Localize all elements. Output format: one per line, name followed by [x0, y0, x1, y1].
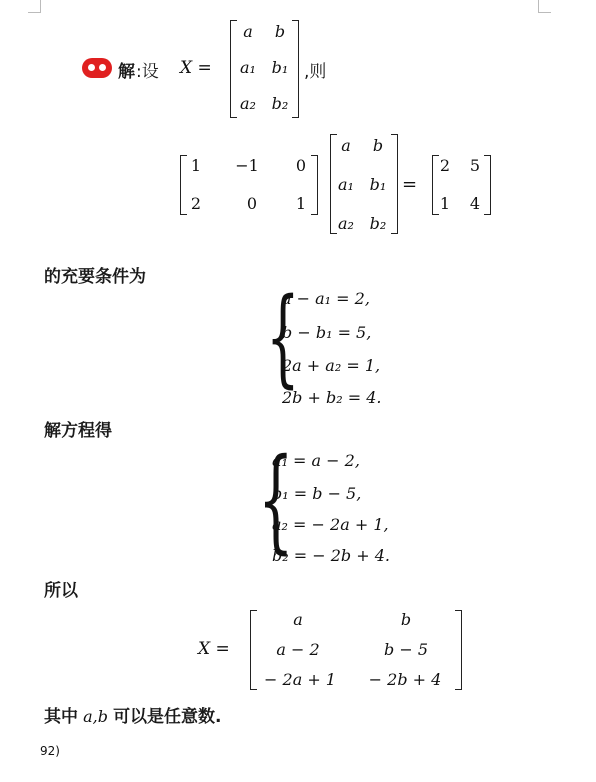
equation-row: b₁ = b − 5, [272, 484, 362, 503]
matrix-cell: a₂ [338, 214, 354, 233]
conclusion-prefix: 其中 [44, 707, 78, 727]
matrix-cell: b₁ [271, 58, 289, 77]
matrix-cell: a [243, 22, 253, 41]
equation-row: 2a + a₂ = 1, [282, 356, 381, 375]
solve-text: 解方程得 [44, 421, 112, 441]
condition-text: 的充要条件为 [44, 267, 146, 287]
matrix-cell: 1 [439, 194, 451, 213]
equation-row: a₁ = a − 2, [272, 451, 360, 470]
conclusion-line [44, 702, 222, 727]
matrix-cell: b − 5 [384, 640, 428, 659]
corner-mark-top-right [538, 0, 551, 13]
equation-row: a₂ = − 2a + 1, [272, 515, 389, 534]
page-number: 92) [40, 744, 60, 758]
equation-row: b₂ = − 2b + 4. [272, 546, 390, 565]
matrix-cell: b₁ [369, 175, 387, 194]
matrix-cell: a [341, 136, 351, 155]
matrix-cell: 1 [295, 194, 307, 213]
matrix-cell: 4 [469, 194, 481, 213]
left-brace: { [258, 435, 294, 565]
conclusion-suffix: 可以是任意数. [113, 707, 222, 727]
matrix-cell: − 2a + 1 [264, 670, 336, 689]
matrix-cell: −1 [235, 156, 259, 175]
matrix-cell: b [372, 136, 384, 155]
equation-row: b − b₁ = 5, [282, 323, 372, 342]
matrix-cell: a [293, 610, 303, 629]
matrix-cell: 0 [295, 156, 307, 175]
equation-row: a − a₁ = 2, [282, 289, 370, 308]
matrix-cell: b [274, 22, 286, 41]
then-text: ,则 [304, 62, 327, 82]
equals-sign: = [402, 174, 418, 195]
matrix-cell: 0 [246, 194, 258, 213]
matrix-cell: a₁ [338, 175, 354, 194]
matrix-cell: − 2b + 4 [368, 670, 442, 689]
x-def-lhs: X = [180, 58, 212, 78]
matrix-cell: 2 [439, 156, 451, 175]
matrix-cell: 2 [190, 194, 202, 213]
left-brace: { [266, 275, 300, 398]
matrix-cell: 1 [190, 156, 202, 175]
equation-row: 2b + b₂ = 4. [282, 388, 382, 407]
matrix-cell: b₂ [271, 94, 289, 113]
matrix-cell: b₂ [369, 214, 387, 233]
corner-mark-top-left [28, 0, 41, 13]
matrix-cell: a₁ [240, 58, 256, 77]
final-lhs: X = [198, 639, 230, 659]
matrix-cell: a − 2 [276, 640, 320, 659]
matrix-cell: 5 [469, 156, 481, 175]
matrix-cell: b [400, 610, 412, 629]
therefore-text: 所以 [44, 581, 78, 601]
solution-label: 解 [118, 62, 135, 82]
conclusion-vars: a,b [83, 707, 108, 726]
matrix-cell: a₂ [240, 94, 256, 113]
set-text: :设 [136, 62, 159, 82]
solution-badge-icon [82, 58, 112, 78]
